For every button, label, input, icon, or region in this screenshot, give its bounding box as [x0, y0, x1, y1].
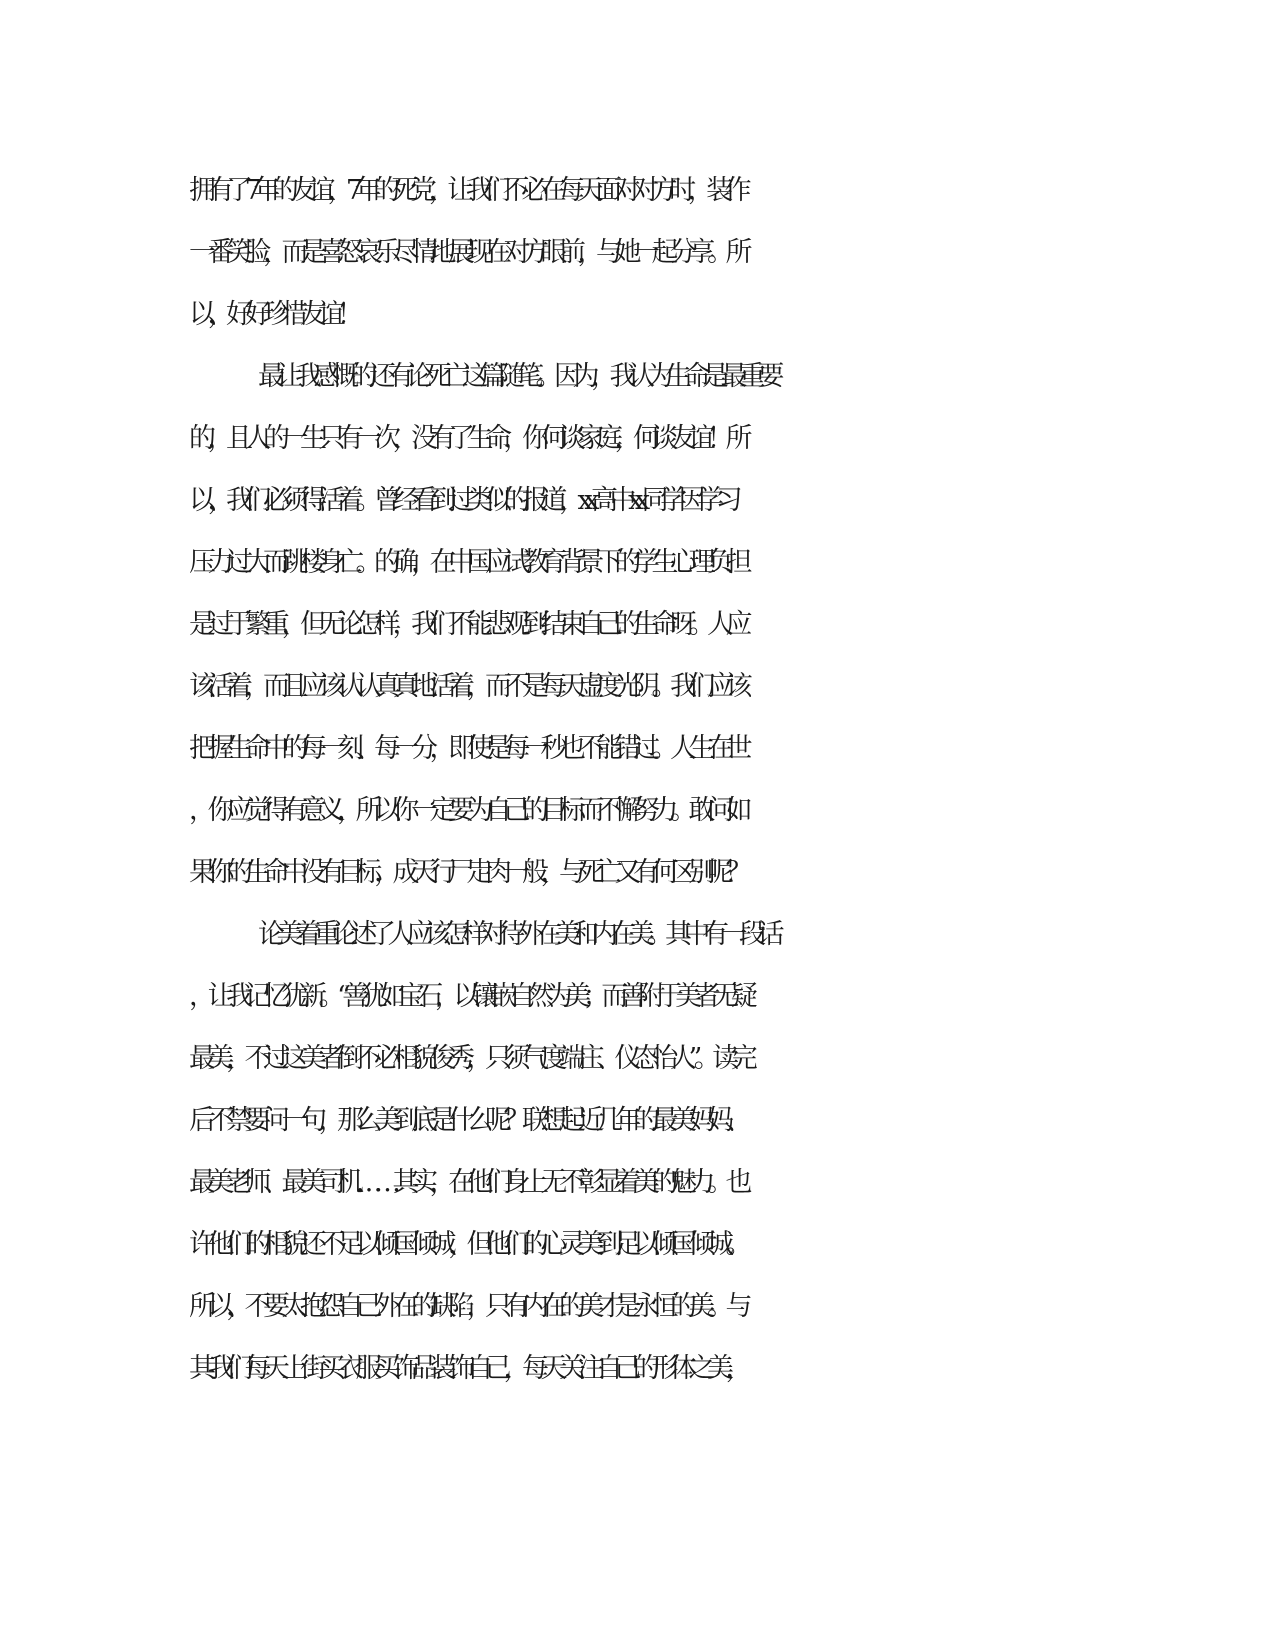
text-line: 许他们的相貌还不足以倾国倾城，但他们的心灵美到足以倾国倾城。 — [189, 1229, 744, 1260]
text-line: ，让我记忆犹新。“善犹如宝石，以镶嵌自然为美；而善附于美者无疑 — [189, 981, 750, 1012]
body-text — [189, 160, 1089, 1400]
text-line: 该活着，而且应该认认真真地活着，而不是每天虚度光阴。我们应该 — [189, 671, 744, 702]
text-line: 所以，不要太抱怨自己外在的缺陷，只有内在的美才是永恒的美。与 — [189, 1291, 744, 1322]
text-line: 其我们每天上街买衣服买饰品装饰自己，每天关注自己的形体之美， — [189, 1353, 744, 1384]
paragraph-start-line: 论美着重论述了人应该怎样对待外在美和内在美。其中有一段话 — [258, 919, 776, 950]
text-line: 以，好好珍惜友谊！ — [189, 299, 356, 330]
paragraph-start-line: 最让我感慨的还有论死亡这篇随笔。因为，我认为生命是最重要 — [258, 361, 776, 392]
text-line: 把握生命中的每一刻、每一分，即使是每一秒也不能错过。人生在世 — [189, 733, 744, 764]
text-line: 拥有了 7 年的友谊，7 年的死党，让我们不必在每天面对对方时，装作 — [189, 175, 744, 206]
text-line: 一番笑脸，而是喜怒哀乐尽情地展现在对方眼前，与她一起分享。所 — [189, 237, 744, 268]
text-line: 果你的生命中没有目标，成天行尸走肉一般，与死亡又有何区别呢？ — [189, 857, 744, 888]
text-line: 是过于繁重，但无论怎样，我们不能悲观到结束自己的生命呀。人应 — [189, 609, 744, 640]
text-line: 压力过大而跳楼身亡。的确，在中国应试教育背景下的学生心理负担 — [189, 547, 744, 578]
text-line: 以，我们必须得活着。曾经看到过类似的报道，xx 高中 xx 同学因学习 — [189, 485, 735, 516]
text-line: 后不禁要问一句，那么美到底是什么呢？联想起近几年的最美妈妈、 — [189, 1105, 744, 1136]
text-line: 的，且人的一生只有一次，没有了生命，你何谈家庭，何谈友谊！所 — [189, 423, 744, 454]
text-line: 最美，不过这美者倒不必相貌俊秀，只须气度端庄、仪态怡人”。读完 — [189, 1043, 750, 1074]
text-line: 最美老师、最美司机……其实，在他们身上无不彰显着美的魅力。也 — [189, 1167, 744, 1198]
text-line: ，你应觉得有意义，所以你一定要为自己的目标而不懈努力。敢问如 — [189, 795, 744, 826]
